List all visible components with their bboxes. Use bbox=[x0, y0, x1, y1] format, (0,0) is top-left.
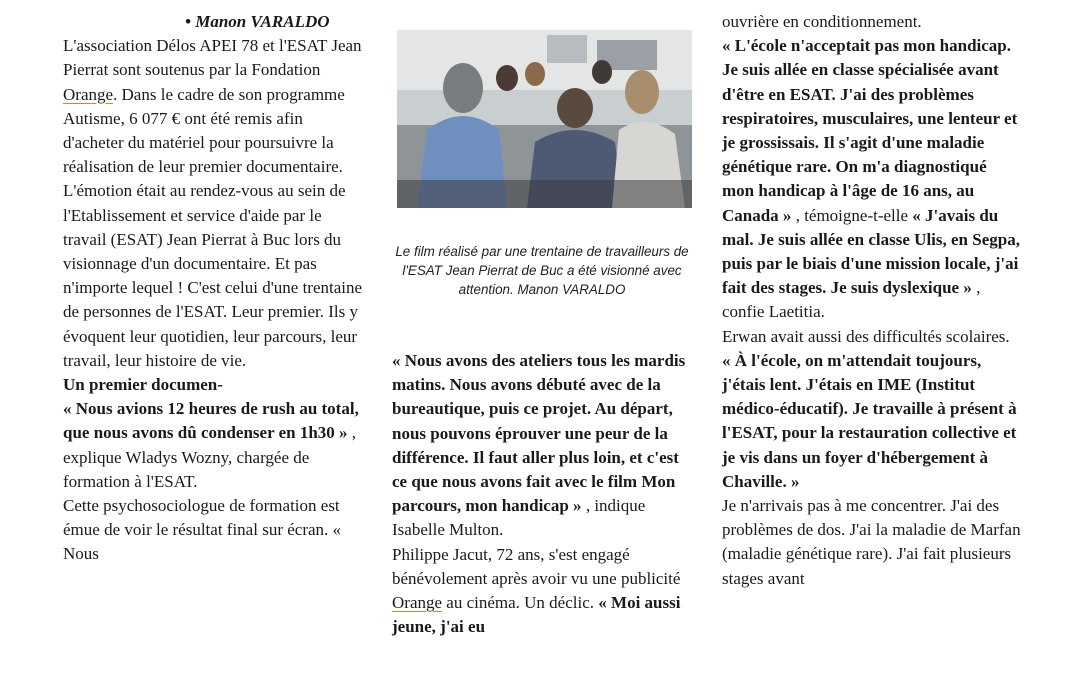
paragraph-marfan: Je n'arrivais pas à me concentrer. J'ai des problèmes de dos. J'ai la maladie de Marfan (maladie génétique rare). J'ai fait plusieurs stages avant bbox=[722, 496, 1021, 588]
audience-photo-illustration bbox=[397, 30, 692, 208]
paragraph-intro-end: . Dans le cadre de son programme Autisme, 6 077 € ont été remis afin d'acheter du matériel pour poursuivre la réalisation de leur premier documentaire. bbox=[63, 84, 345, 177]
paragraph-psychosociologue: Cette psychosociologue de formation est émue de voir le résultat final sur écran. « Nous bbox=[63, 496, 342, 564]
quote-erwan: « À l'école, on m'attendait toujours, j'étais lent. J'étais en IME (Institut médico-éducatif). Je travaille à présent à l'ESAT, pour la restauration collective et je vis dans un foyer d'hébergement à Chaville. » bbox=[722, 350, 1017, 491]
paragraph-intro bbox=[63, 34, 363, 179]
quote-rush: « Nous avions 12 heures de rush au total, que nous avons dû condenser en 1h30 » bbox=[63, 399, 359, 443]
paragraph-jacut-mid: au cinéma. Un déclic. bbox=[442, 593, 599, 613]
paragraph-jacut-start: Philippe Jacut, 72 ans, s'est engagé bénévolement après avoir vu une publicité bbox=[392, 544, 681, 588]
paragraph-ateliers bbox=[392, 349, 692, 543]
orange-link-2[interactable]: Orange bbox=[392, 593, 443, 613]
article-column-1 bbox=[63, 10, 363, 567]
paragraph-conditionnement: ouvrière en conditionnement. bbox=[722, 12, 922, 31]
paragraph-emotion: L'émotion était au rendez-vous au sein de l'Etablissement et service d'aide par le travail (ESAT) Jean Pierrat à Buc lors du visionnage d'un documentaire. Et pas n'importe lequel ! C'est celui d'une trentaine de personnes de l'ESAT. Leur premier. Ils y évoquent leur quotidien, leur parcours, leur travail, leur histoire de vie. bbox=[63, 181, 363, 370]
paragraph-erwan bbox=[722, 325, 1022, 494]
article-column-2 bbox=[392, 349, 692, 639]
quote-ulis: « J'avais du mal. Je suis allée en classe Ulis, en Segpa, puis par le biais d'une mission locale, j'ai fait des stages. Je suis dyslexique » bbox=[722, 205, 1020, 298]
subheading: Un premier documen- bbox=[63, 375, 223, 395]
paragraph-intro-start: L'association Délos APEI 78 et l'ESAT Jean Pierrat sont soutenus par la Fondation bbox=[63, 36, 362, 80]
photo-caption: Le film réalisé par une trentaine de travailleurs de l'ESAT Jean Pierrat de Buc a été visionné avec attention. Manon VARALDO bbox=[395, 244, 689, 297]
attribution-multon: , indique Isabelle Multon. bbox=[392, 496, 646, 540]
attribution-laetitia: , confie Laetitia. bbox=[722, 278, 981, 322]
quote-ecole: « L'école n'acceptait pas mon handicap. Je suis allée en classe spécialisée avant d'être en ESAT. J'ai des problèmes respiratoires, musculaires, une lenteur et je grossissais. Il s'agit d'une maladie génétique rare. On m'a diagnostiqué mon handicap à l'âge de 16 ans, au Canada » bbox=[722, 36, 1018, 225]
article-photo bbox=[397, 30, 692, 208]
quote-jacut: « Moi aussi jeune, j'ai eu bbox=[392, 593, 681, 637]
paragraph-erwan-start: Erwan avait aussi des difficultés scolaires. bbox=[722, 326, 1010, 346]
byline: • Manon VARALDO bbox=[185, 12, 330, 31]
paragraph-jacut bbox=[392, 543, 692, 640]
article-column-3 bbox=[722, 10, 1022, 591]
attribution-wozny: , explique Wladys Wozny, chargée de formation à l'ESAT. bbox=[63, 423, 357, 491]
quote-ateliers: « Nous avons des ateliers tous les mardis matins. Nous avons débuté avec de la bureautique, puis ce projet. Au départ, nous pouvons éprouver une peur de la différence. Il faut aller plus loin, et c'est ce que nous avons fait avec le film Mon parcours, mon handicap » bbox=[392, 351, 686, 516]
attribution-temoigne: , témoigne-t-elle bbox=[791, 205, 913, 225]
paragraph-rush bbox=[63, 397, 363, 494]
orange-link[interactable]: Orange bbox=[63, 84, 114, 104]
paragraph-laetitia bbox=[722, 34, 1022, 324]
